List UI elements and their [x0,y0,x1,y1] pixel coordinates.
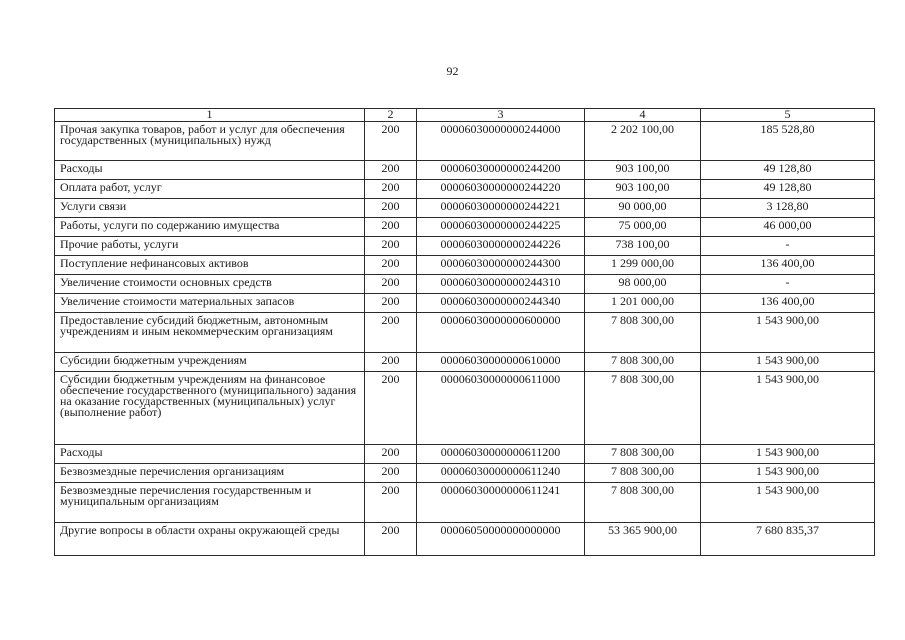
row-amount-plan-cell: 7 808 300,00 [585,353,701,372]
row-classification-cell: 00006030000000244000 [417,122,585,161]
row-amount-exec-cell: 46 000,00 [701,218,875,237]
table-row [55,353,875,372]
row-classification-cell: 00006050000000000000 [417,523,585,556]
row-amount-plan-cell: 738 100,00 [585,237,701,256]
table-row [55,464,875,483]
row-amount-exec-cell: 1 543 900,00 [701,313,875,353]
row-code-cell: 200 [365,523,417,556]
row-classification-cell: 00006030000000611240 [417,464,585,483]
row-name-cell: Поступление нефинансовых активов [55,256,365,275]
row-classification-cell: 00006030000000244310 [417,275,585,294]
row-classification-cell: 00006030000000244300 [417,256,585,275]
row-amount-plan-cell: 2 202 100,00 [585,122,701,161]
row-amount-plan-cell: 98 000,00 [585,275,701,294]
row-classification-cell: 00006030000000600000 [417,313,585,353]
row-amount-plan-cell: 903 100,00 [585,161,701,180]
table-row [55,275,875,294]
row-amount-plan-cell: 903 100,00 [585,180,701,199]
column-number-5: 5 [701,109,875,122]
row-name-cell: Субсидии бюджетным учреждениям [55,353,365,372]
row-amount-plan-cell: 75 000,00 [585,218,701,237]
budget-table [54,108,875,556]
row-code-cell: 200 [365,122,417,161]
row-amount-exec-cell: 1 543 900,00 [701,464,875,483]
table-row [55,483,875,523]
row-code-cell: 200 [365,483,417,523]
table-row [55,218,875,237]
row-code-cell: 200 [365,464,417,483]
row-amount-plan-cell: 7 808 300,00 [585,483,701,523]
row-amount-exec-cell: 1 543 900,00 [701,445,875,464]
row-amount-plan-cell: 1 299 000,00 [585,256,701,275]
page-number: 92 [446,64,459,78]
table-header-row [55,109,875,122]
column-number-4: 4 [585,109,701,122]
row-classification-cell: 00006030000000244221 [417,199,585,218]
row-code-cell: 200 [365,353,417,372]
row-name-cell: Прочие работы, услуги [55,237,365,256]
row-code-cell: 200 [365,237,417,256]
row-amount-exec-cell: 1 543 900,00 [701,372,875,445]
table-row [55,237,875,256]
row-name-cell: Расходы [55,161,365,180]
row-amount-exec-cell: 49 128,80 [701,161,875,180]
row-amount-exec-cell: 136 400,00 [701,294,875,313]
row-amount-plan-cell: 7 808 300,00 [585,313,701,353]
column-number-3: 3 [417,109,585,122]
row-amount-exec-cell: 136 400,00 [701,256,875,275]
row-name-cell: Оплата работ, услуг [55,180,365,199]
row-name-cell: Работы, услуги по содержанию имущества [55,218,365,237]
row-classification-cell: 00006030000000610000 [417,353,585,372]
row-amount-plan-cell: 53 365 900,00 [585,523,701,556]
row-name-cell: Расходы [55,445,365,464]
row-name-cell: Безвозмездные перечисления организациям [55,464,365,483]
table-row [55,199,875,218]
row-amount-exec-cell: - [701,275,875,294]
row-name-cell: Субсидии бюджетным учреждениям на финансовое обеспечение государственного (муниципального) задания на оказание государственных (муниципальных) услуг (выполнение работ) [55,372,365,445]
row-amount-plan-cell: 7 808 300,00 [585,372,701,445]
row-code-cell: 200 [365,372,417,445]
column-number-2: 2 [365,109,417,122]
row-name-cell: Предоставление субсидий бюджетным, автономным учреждениям и иным некоммерческим организациям [55,313,365,353]
row-classification-cell: 00006030000000611000 [417,372,585,445]
table-row [55,372,875,445]
row-code-cell: 200 [365,161,417,180]
row-name-cell: Безвозмездные перечисления государственным и муниципальным организациям [55,483,365,523]
row-amount-exec-cell: - [701,237,875,256]
row-amount-exec-cell: 49 128,80 [701,180,875,199]
row-code-cell: 200 [365,313,417,353]
row-classification-cell: 00006030000000244220 [417,180,585,199]
row-classification-cell: 00006030000000611200 [417,445,585,464]
row-amount-plan-cell: 90 000,00 [585,199,701,218]
row-amount-plan-cell: 1 201 000,00 [585,294,701,313]
table-row [55,256,875,275]
table-row [55,445,875,464]
row-amount-exec-cell: 7 680 835,37 [701,523,875,556]
column-number-1: 1 [55,109,365,122]
table-row [55,523,875,556]
row-code-cell: 200 [365,256,417,275]
row-name-cell: Прочая закупка товаров, работ и услуг для обеспечения государственных (муниципальных) нужд [55,122,365,161]
table-row [55,313,875,353]
row-code-cell: 200 [365,294,417,313]
row-classification-cell: 00006030000000244340 [417,294,585,313]
table-row [55,294,875,313]
row-classification-cell: 00006030000000244225 [417,218,585,237]
row-name-cell: Увеличение стоимости основных средств [55,275,365,294]
table-row [55,122,875,161]
row-code-cell: 200 [365,275,417,294]
row-code-cell: 200 [365,445,417,464]
row-code-cell: 200 [365,218,417,237]
row-amount-plan-cell: 7 808 300,00 [585,464,701,483]
row-classification-cell: 00006030000000244226 [417,237,585,256]
table-row [55,180,875,199]
row-code-cell: 200 [365,180,417,199]
row-code-cell: 200 [365,199,417,218]
row-amount-exec-cell: 1 543 900,00 [701,353,875,372]
row-amount-exec-cell: 1 543 900,00 [701,483,875,523]
row-amount-exec-cell: 185 528,80 [701,122,875,161]
row-amount-exec-cell: 3 128,80 [701,199,875,218]
row-amount-plan-cell: 7 808 300,00 [585,445,701,464]
row-name-cell: Увеличение стоимости материальных запасов [55,294,365,313]
row-classification-cell: 00006030000000611241 [417,483,585,523]
table-row [55,161,875,180]
row-name-cell: Другие вопросы в области охраны окружающей среды [55,523,365,556]
row-classification-cell: 00006030000000244200 [417,161,585,180]
row-name-cell: Услуги связи [55,199,365,218]
